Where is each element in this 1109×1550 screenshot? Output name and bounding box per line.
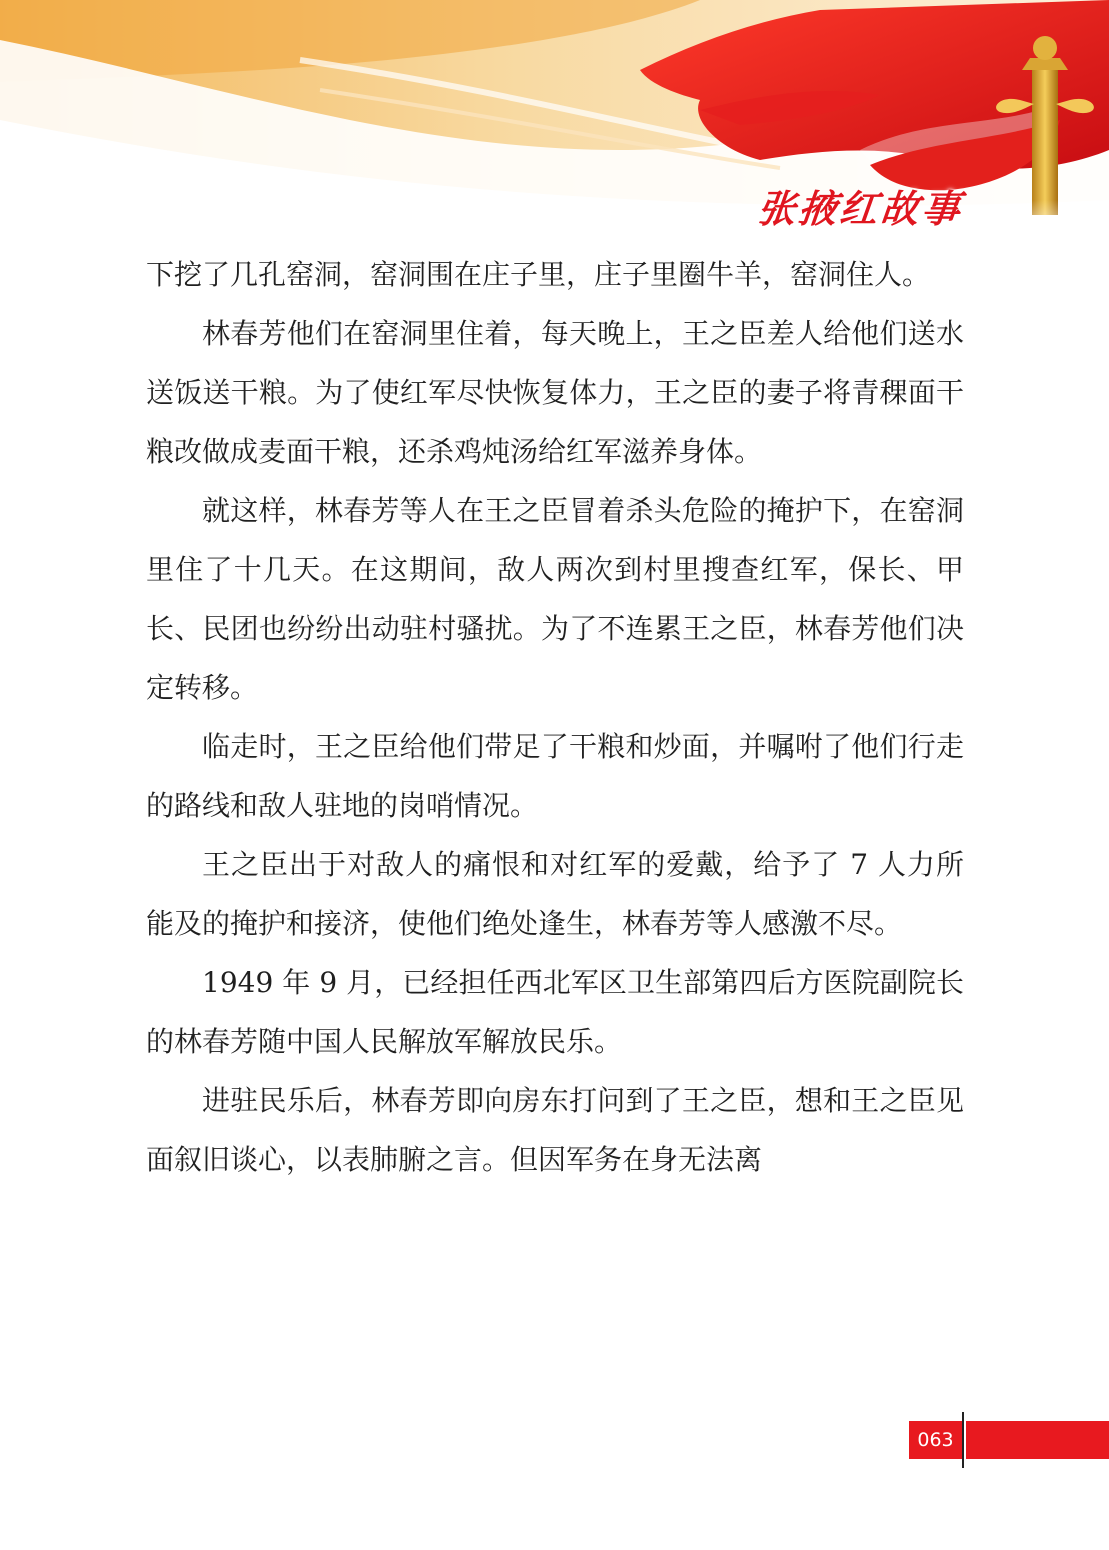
paragraph: 进驻民乐后，林春芳即向房东打问到了王之臣，想和王之臣见面叙旧谈心，以表肺腑之言。但因军务在身无法离 — [146, 1084, 964, 1176]
paragraph: 就这样，林春芳等人在王之臣冒着杀头危险的掩护下，在窑洞里住了十几天。在这期间，敌人两次到村里搜查红军，保长、甲长、民团也纷纷出动驻村骚扰。为了不连累王之臣，林春芳他们决定转移。 — [146, 494, 964, 704]
paragraph: 1949 年 9 月，已经担任西北军区卫生部第四后方医院副院长的林春芳随中国人民解放军解放民乐。 — [146, 966, 964, 1058]
paragraph: 林春芳他们在窑洞里住着，每天晚上，王之臣差人给他们送水送饭送干粮。为了使红军尽快恢复体力，王之臣的妻子将青稞面干粮改做成麦面干粮，还杀鸡炖汤给红军滋养身体。 — [146, 317, 964, 468]
page-number-bar — [966, 1421, 1109, 1459]
body-text — [146, 245, 964, 1189]
page-number-divider — [962, 1412, 964, 1468]
page-number: 063 — [909, 1421, 962, 1459]
paragraph: 下挖了几孔窑洞，窑洞围在庄子里，庄子里圈牛羊，窑洞住人。 — [146, 258, 931, 291]
paragraph: 王之臣出于对敌人的痛恨和对红军的爱戴，给予了 7 人力所能及的掩护和接济，使他们绝处逢生，林春芳等人感激不尽。 — [146, 848, 964, 940]
paragraph: 临走时，王之臣给他们带足了干粮和炒面，并嘱咐了他们行走的路线和敌人驻地的岗哨情况。 — [146, 730, 964, 822]
series-title: 张掖红故事 — [755, 187, 965, 231]
